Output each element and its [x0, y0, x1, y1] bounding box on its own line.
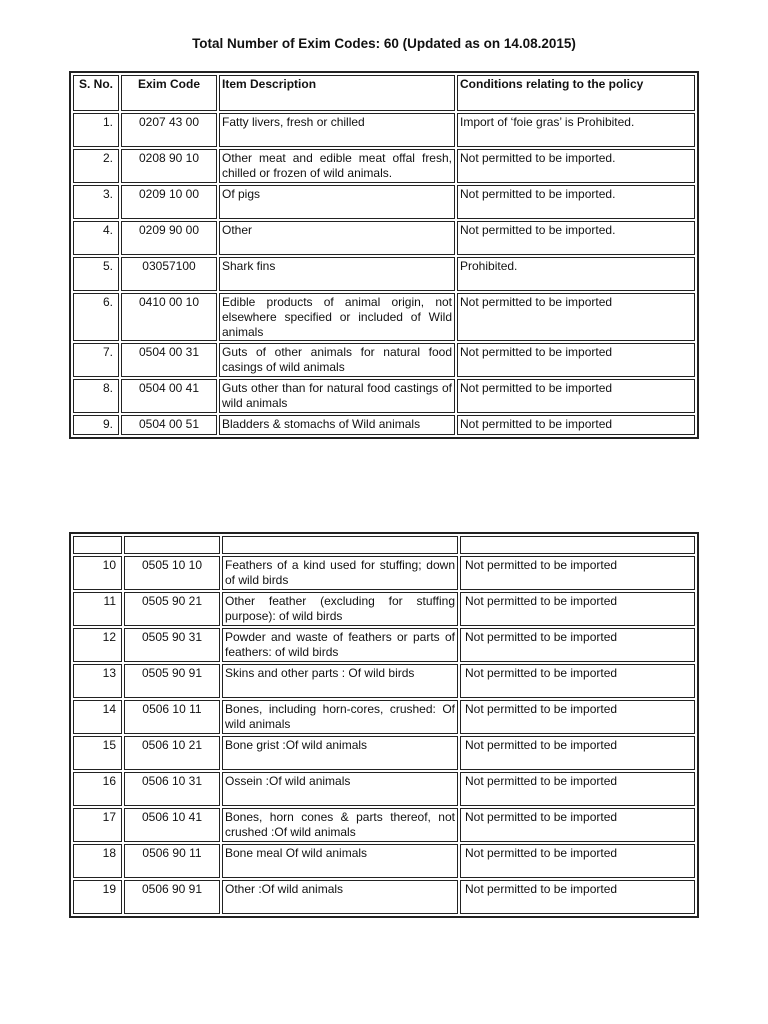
table-row — [73, 257, 695, 291]
cell-condition: Import of ‘foie gras’ is Prohibited. — [457, 113, 695, 147]
header-item-description: Item Description — [219, 75, 455, 111]
cell-description: Edible products of animal origin, not elsewhere specified or included of Wild animals — [219, 293, 455, 341]
table-row — [73, 293, 695, 341]
header-exim-code: Exim Code — [121, 75, 217, 111]
cell-condition: Not permitted to be imported. — [457, 149, 695, 183]
cell-exim-code: 0505 90 31 — [124, 628, 220, 662]
table-row — [73, 880, 695, 914]
header-sno: S. No. — [73, 75, 119, 111]
cell-description: Bone grist :Of wild animals — [222, 736, 458, 770]
cell-condition: Not permitted to be imported — [460, 700, 695, 734]
table-row — [73, 556, 695, 590]
cell-description: Powder and waste of feathers or parts of feathers: of wild birds — [222, 628, 458, 662]
cell-sno: 1. — [73, 113, 119, 147]
cell-sno: 13 — [73, 664, 122, 698]
cell-condition: Not permitted to be imported — [460, 844, 695, 878]
cell-condition: Not permitted to be imported. — [457, 221, 695, 255]
table-row — [73, 772, 695, 806]
cell-sno: 18 — [73, 844, 122, 878]
cell-exim-code: 0505 10 10 — [124, 556, 220, 590]
cell-condition: Not permitted to be imported — [457, 415, 695, 435]
table-row — [73, 379, 695, 413]
cell-description: Fatty livers, fresh or chilled — [219, 113, 455, 147]
cell-description: Skins and other parts : Of wild birds — [222, 664, 458, 698]
cell-exim-code: 0504 00 31 — [121, 343, 217, 377]
cell-sno: 5. — [73, 257, 119, 291]
table-row — [73, 700, 695, 734]
cell-condition: Not permitted to be imported — [460, 880, 695, 914]
cell-exim-code: 0506 90 11 — [124, 844, 220, 878]
cell-exim-code: 0504 00 51 — [121, 415, 217, 435]
cell-description: Bones, including horn-cores, crushed: Of wild animals — [222, 700, 458, 734]
cell-exim-code: 0207 43 00 — [121, 113, 217, 147]
cell-exim-code: 0505 90 21 — [124, 592, 220, 626]
cell-condition: Not permitted to be imported — [460, 664, 695, 698]
empty-header-cell — [124, 536, 220, 554]
table-row — [73, 628, 695, 662]
cell-sno: 14 — [73, 700, 122, 734]
cell-sno: 8. — [73, 379, 119, 413]
cell-exim-code: 0505 90 91 — [124, 664, 220, 698]
cell-condition: Not permitted to be imported — [460, 808, 695, 842]
cell-sno: 19 — [73, 880, 122, 914]
cell-sno: 2. — [73, 149, 119, 183]
exim-table-2 — [69, 532, 699, 918]
cell-sno: 12 — [73, 628, 122, 662]
cell-exim-code: 0410 00 10 — [121, 293, 217, 341]
table-row — [73, 808, 695, 842]
table-row — [73, 221, 695, 255]
cell-condition: Not permitted to be imported — [460, 592, 695, 626]
table-row — [73, 149, 695, 183]
cell-sno: 15 — [73, 736, 122, 770]
cell-condition: Not permitted to be imported — [460, 556, 695, 590]
table-row — [73, 113, 695, 147]
cell-description: Shark fins — [219, 257, 455, 291]
cell-exim-code: 0506 10 21 — [124, 736, 220, 770]
cell-exim-code: 03057100 — [121, 257, 217, 291]
cell-description: Other :Of wild animals — [222, 880, 458, 914]
cell-description: Bones, horn cones & parts thereof, not crushed :Of wild animals — [222, 808, 458, 842]
cell-condition: Not permitted to be imported — [457, 379, 695, 413]
cell-sno: 17 — [73, 808, 122, 842]
cell-description: Ossein :Of wild animals — [222, 772, 458, 806]
cell-condition: Not permitted to be imported — [460, 628, 695, 662]
cell-exim-code: 0209 10 00 — [121, 185, 217, 219]
table-header-row — [73, 75, 695, 111]
cell-exim-code: 0208 90 10 — [121, 149, 217, 183]
cell-description: Bladders & stomachs of Wild animals — [219, 415, 455, 435]
empty-header-cell — [73, 536, 122, 554]
table-row — [73, 343, 695, 377]
empty-header-cell — [222, 536, 458, 554]
table-row — [73, 592, 695, 626]
cell-exim-code: 0506 90 91 — [124, 880, 220, 914]
table-row — [73, 664, 695, 698]
cell-exim-code: 0506 10 31 — [124, 772, 220, 806]
cell-exim-code: 0506 10 11 — [124, 700, 220, 734]
cell-condition: Not permitted to be imported — [457, 293, 695, 341]
cell-description: Feathers of a kind used for stuffing; down of wild birds — [222, 556, 458, 590]
cell-exim-code: 0504 00 41 — [121, 379, 217, 413]
empty-header-cell — [460, 536, 695, 554]
table-header-row-empty — [73, 536, 695, 554]
table-row — [73, 736, 695, 770]
cell-sno: 4. — [73, 221, 119, 255]
cell-sno: 16 — [73, 772, 122, 806]
cell-condition: Not permitted to be imported — [460, 772, 695, 806]
cell-sno: 10 — [73, 556, 122, 590]
cell-description: Other meat and edible meat offal fresh, chilled or frozen of wild animals. — [219, 149, 455, 183]
cell-exim-code: 0506 10 41 — [124, 808, 220, 842]
cell-exim-code: 0209 90 00 — [121, 221, 217, 255]
cell-description: Guts of other animals for natural food casings of wild animals — [219, 343, 455, 377]
cell-condition: Not permitted to be imported — [460, 736, 695, 770]
cell-description: Other — [219, 221, 455, 255]
header-conditions: Conditions relating to the policy — [457, 75, 695, 111]
table-row — [73, 185, 695, 219]
exim-table-1 — [69, 71, 699, 439]
cell-sno: 7. — [73, 343, 119, 377]
page-title: Total Number of Exim Codes: 60 (Updated as on 14.08.2015) — [192, 36, 576, 51]
cell-description: Bone meal Of wild animals — [222, 844, 458, 878]
cell-condition: Not permitted to be imported. — [457, 185, 695, 219]
cell-description: Guts other than for natural food castings of wild animals — [219, 379, 455, 413]
cell-sno: 11 — [73, 592, 122, 626]
table-row — [73, 844, 695, 878]
cell-sno: 9. — [73, 415, 119, 435]
cell-description: Of pigs — [219, 185, 455, 219]
cell-description: Other feather (excluding for stuffing purpose): of wild birds — [222, 592, 458, 626]
cell-sno: 6. — [73, 293, 119, 341]
cell-sno: 3. — [73, 185, 119, 219]
cell-condition: Prohibited. — [457, 257, 695, 291]
cell-condition: Not permitted to be imported — [457, 343, 695, 377]
table-row — [73, 415, 695, 435]
